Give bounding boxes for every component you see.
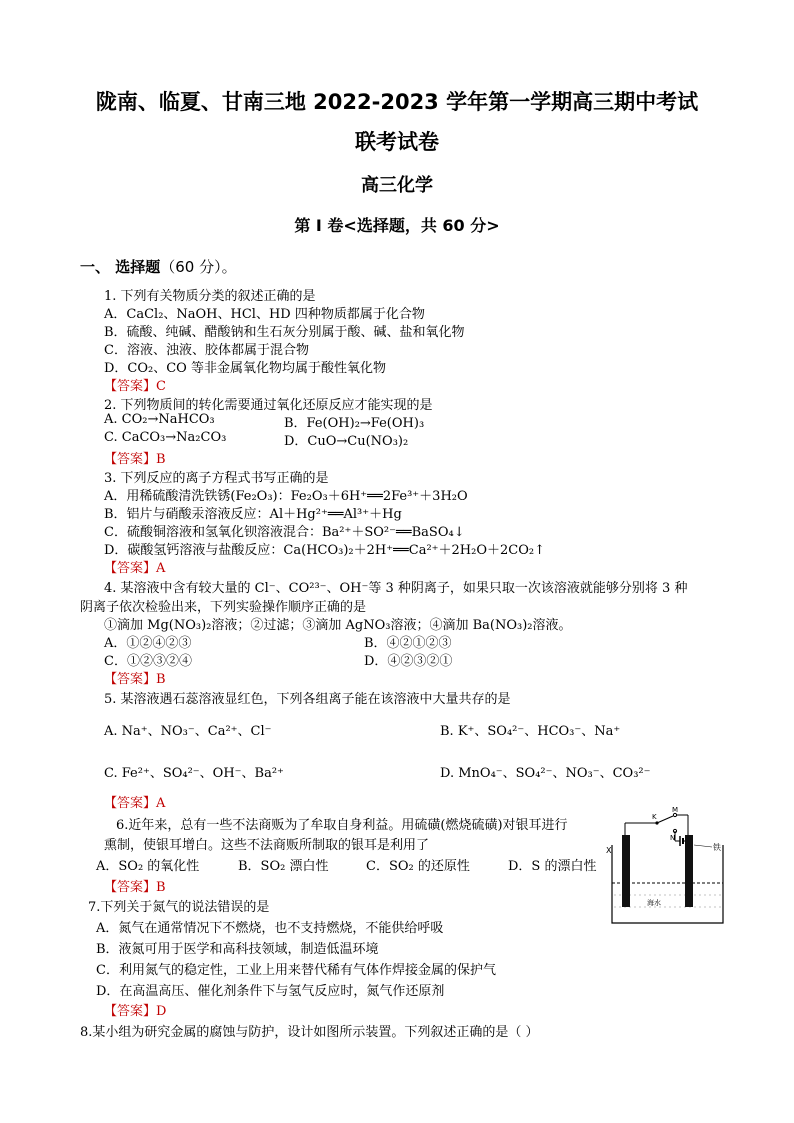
q6-option-b: B．SO₂ 漂白性 [238,859,329,874]
q3-option-b: B．铝片与硝酸汞溶液反应：Al＋Hg²⁺══Al³⁺＋Hg [104,507,402,522]
answer-label: 【答案】 [104,672,157,687]
q5-option-c: C. Fe²⁺、SO₄²⁻、OH⁻、Ba²⁺ [104,766,284,781]
section-label: 一、 选择题 [80,258,161,276]
q1-stem: 1. 下列有关物质分类的叙述正确的是 [104,289,316,304]
label-m: M [672,806,679,814]
q7-stem: 7.下列关于氮气的说法错误的是 [88,900,270,915]
q4-option-b: B．④②①②③ [364,636,452,651]
answer-value: A [156,561,166,576]
q4-answer [104,668,166,687]
answer-label: 【答案】 [104,452,157,467]
q4-stem-line1: 4. 某溶液中含有较大量的 Cl⁻、CO²³⁻、OH⁻等 3 种阴离子，如果只取一次该溶液就能够分别将 3 种 [104,581,688,596]
label-n: N [670,834,676,842]
exam-title-line2: 联考试卷 [355,130,439,154]
answer-label: 【答案】 [104,880,157,895]
label-x: X [606,846,612,855]
answer-value: D [156,1004,167,1019]
q5-option-d: D. MnO₄⁻、SO₄²⁻、NO₃⁻、CO₃²⁻ [440,766,651,781]
label-iron: 铁 [713,843,721,852]
electrode-iron [685,835,693,907]
answer-label: 【答案】 [104,1004,157,1019]
q3-stem: 3. 下列反应的离子方程式书写正确的是 [104,471,329,486]
q4-option-d: D．④②③②① [364,654,453,669]
q1-option-d: D．CO₂、CO 等非金属氧化物均属于酸性氧化物 [104,361,386,376]
answer-value: A [156,796,166,811]
section-points: （60 分）。 [160,258,237,276]
q5-option-b: B. K⁺、SO₄²⁻、HCO₃⁻、Na⁺ [440,724,621,739]
q5-answer [104,792,165,811]
q5-option-a: A. Na⁺、NO₃⁻、Ca²⁺、Cl⁻ [104,724,272,739]
q1-option-a: A．CaCl₂、NaOH、HCl、HD 四种物质都属于化合物 [104,307,425,322]
subject-title: 高三化学 [361,175,433,196]
answer-label: 【答案】 [104,796,157,811]
q6-stem-line1: 6.近年来，总有一些不法商贩为了牟取自身利益。用硫磺(燃烧硫磺)对银耳进行 [116,818,568,833]
answer-label: 【答案】 [104,561,157,576]
q2-option-d: D．CuO→Cu(NO₃)₂ [284,434,409,449]
q2-stem: 2. 下列物质间的转化需要通过氧化还原反应才能实现的是 [104,398,433,413]
switch-k-pivot [655,821,658,824]
electrode-x [622,835,630,907]
q7-answer [104,1000,166,1019]
part-title: 第 I 卷<选择题，共 60 分> [294,216,500,235]
answer-value: B [156,672,166,687]
q6-stem-line2: 熏制，使银耳增白。这些不法商贩所制取的银耳是利用了 [104,838,430,853]
q6-option-c: C．SO₂ 的还原性 [366,859,470,874]
corrosion-apparatus-figure [600,805,735,930]
answer-value: B [156,452,166,467]
q1-option-b: B．硫酸、纯碱、醋酸钠和生石灰分别属于酸、碱、盐和氧化物 [104,325,465,340]
answer-label: 【答案】 [104,379,157,394]
q6-option-a: A．SO₂ 的氧化性 [96,859,200,874]
q4-option-a: A．①②④②③ [104,636,192,651]
iron-leader-line [694,845,712,847]
q1-option-c: C．溶液、浊液、胶体都属于混合物 [104,343,309,358]
q7-option-b: B．液氮可用于医学和高科技领域，制造低温环境 [96,942,379,957]
answer-value: C [156,379,166,394]
q5-stem: 5. 某溶液遇石蕊溶液显红色，下列各组离子能在该溶液中大量共存的是 [104,692,511,707]
q2-option-c: C. CaCO₃→Na₂CO₃ [104,430,227,445]
label-seawater: 海水 [647,899,661,907]
q7-option-d: D．在高温高压、催化剂条件下与氢气反应时，氮气作还原剂 [96,984,445,999]
q4-stem-line2: 阴离子依次检验出来，下列实验操作顺序正确的是 [80,600,367,615]
q8-stem: 8.某小组为研究金属的腐蚀与防护，设计如图所示装置。下列叙述正确的是（ ） [80,1025,539,1040]
answer-value: B [156,880,166,895]
q4-option-c: C．①②③②④ [104,654,192,669]
q7-option-c: C．利用氮气的稳定性，工业上用来替代稀有气体作焊接金属的保护气 [96,963,496,978]
q2-answer [104,448,166,467]
q2-option-b: B．Fe(OH)₂→Fe(OH)₃ [284,416,425,431]
section-heading [80,256,237,277]
q7-option-a: A．氮气在通常情况下不燃烧，也不支持燃烧，不能供给呼吸 [96,921,444,936]
q6-option-d: D．S 的漂白性 [508,859,597,874]
label-k: K [652,813,657,821]
q1-answer [104,375,166,394]
q3-option-d: D．碳酸氢钙溶液与盐酸反应：Ca(HCO₃)₂＋2H⁺══Ca²⁺＋2H₂O＋2CO₂↑ [104,543,545,558]
q3-option-c: C．硫酸铜溶液和氢氧化钡溶液混合：Ba²⁺＋SO²⁻══BaSO₄↓ [104,525,465,540]
exam-title-line1: 陇南、临夏、甘南三地 2022-2023 学年第一学期高三期中考试 [95,90,699,114]
switch-k-blade [657,816,673,823]
q4-stem-line3: ①滴加 Mg(NO₃)₂溶液；②过滤；③滴加 AgNO₃溶液；④滴加 Ba(NO₃)₂溶液。 [104,618,572,633]
q3-option-a: A．用稀硫酸清洗铁锈(Fe₂O₃)：Fe₂O₃＋6H⁺══2Fe³⁺＋3H₂O [104,489,468,504]
q3-answer [104,557,165,576]
q2-option-a: A. CO₂→NaHCO₃ [104,412,215,427]
q6-answer [104,876,166,895]
